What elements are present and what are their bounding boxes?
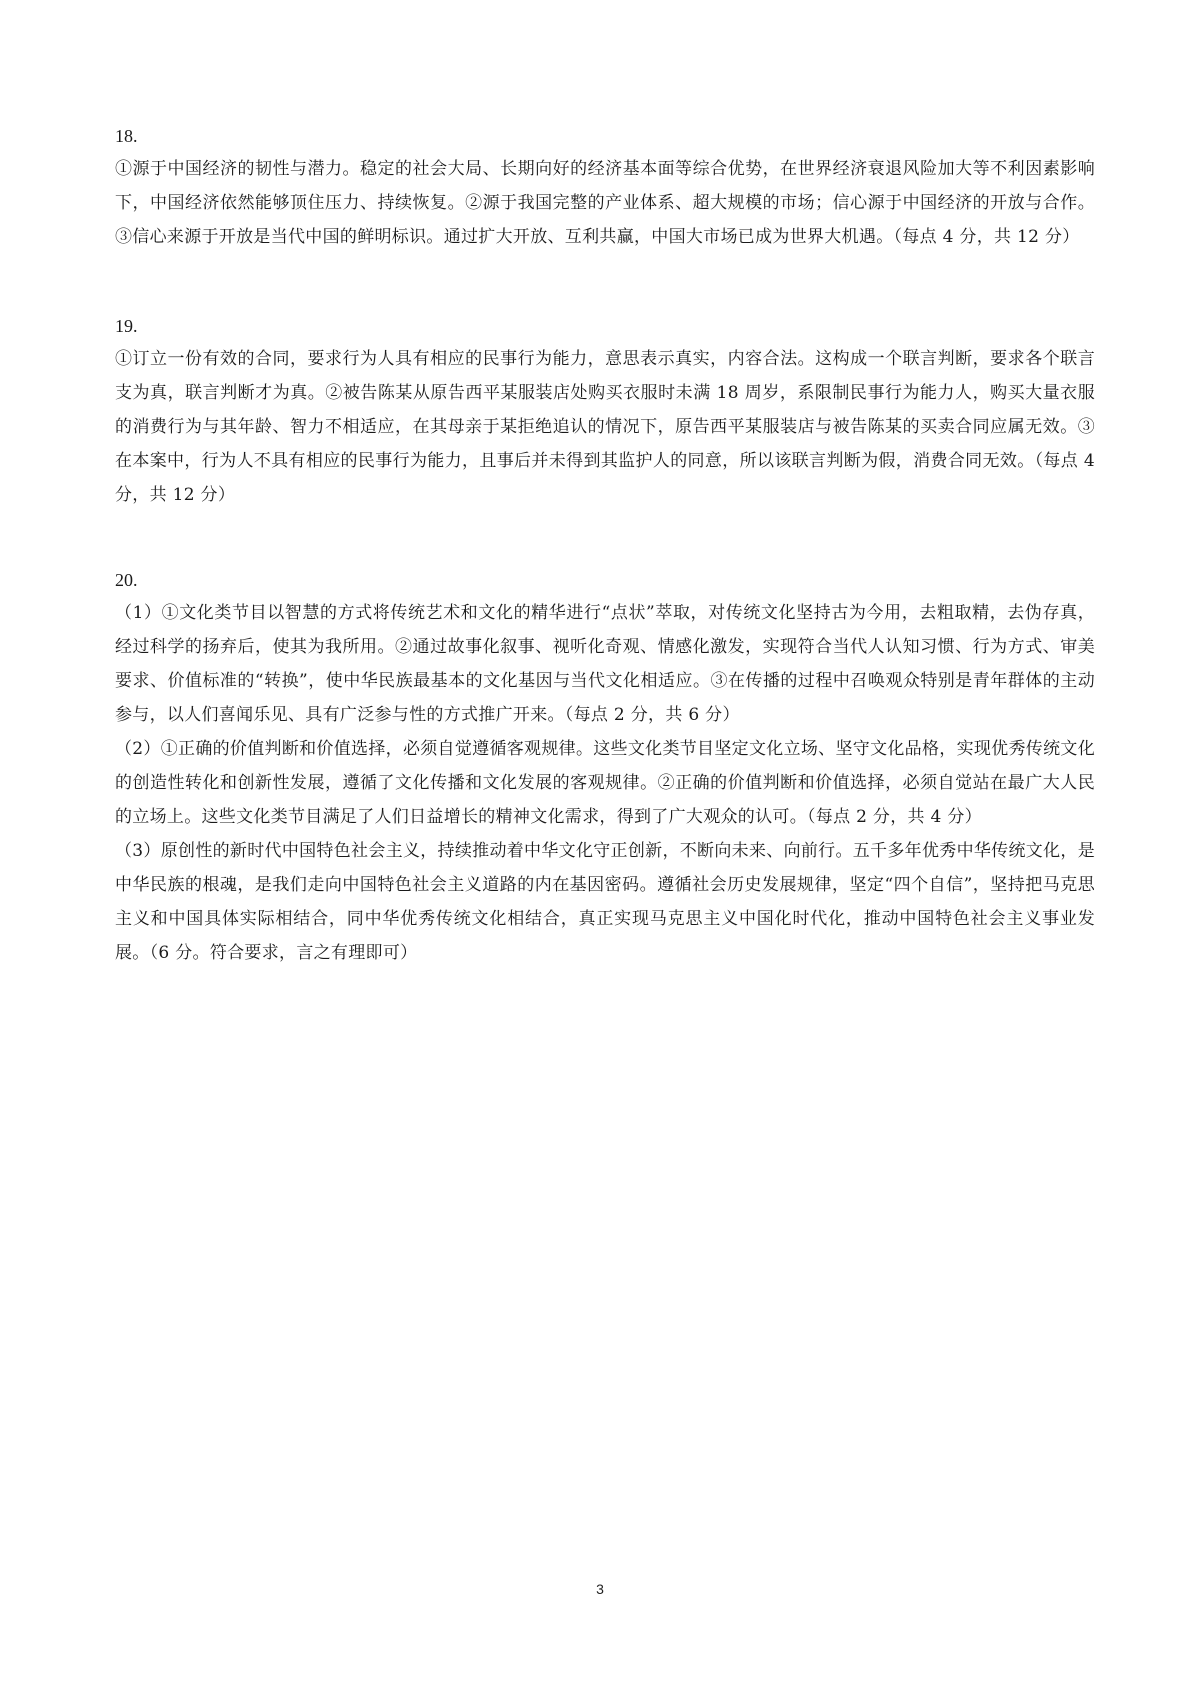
question-20-part-3-answer: （3）原创性的新时代中国特色社会主义，持续推动着中华文化守正创新，不断向未来、向前行。五千多年优秀中华传统文化，是中华民族的根魂，是我们走向中国特色社会主义道路的内在基因密码。遵循社会历史发展规律，坚定“四个自信”，坚持把马克思主义和中国具体实际相结合，同中华优秀传统文化相结合，真正实现马克思主义中国化时代化，推动中国特色社会主义事业发展。（6 分。符合要求，言之有理即可） <box>115 841 1095 963</box>
question-number-19: 19. <box>115 316 138 336</box>
question-18-answer: ①源于中国经济的韧性与潜力。稳定的社会大局、长期向好的经济基本面等综合优势，在世界经济衰退风险加大等不利因素影响下，中国经济依然能够顶住压力、持续恢复。②源于我国完整的产业体系、超大规模的市场；信心源于中国经济的开放与合作。③信心来源于开放是当代中国的鲜明标识。通过扩大开放、互利共赢，中国大市场已成为世界大机遇。（每点 4 分，共 12 分） <box>115 159 1095 247</box>
question-20-part-1-answer: （1）①文化类节目以智慧的方式将传统艺术和文化的精华进行“点状”萃取，对传统文化坚持古为今用，去粗取精，去伪存真，经过科学的扬弃后，使其为我所用。②通过故事化叙事、视听化奇观、情感化激发，实现符合当代人认知习惯、行为方式、审美要求、价值标准的“转换”，使中华民族最基本的文化基因与当代文化相适应。③在传播的过程中召唤观众特别是青年群体的主动参与，以人们喜闻乐见、具有广泛参与性的方式推广开来。（每点 2 分，共 6 分） <box>115 603 1095 725</box>
question-19-section <box>115 310 1095 512</box>
question-number-20: 20. <box>115 570 138 590</box>
answer-content <box>115 120 1095 1024</box>
question-20-part-2-answer: （2）①正确的价值判断和价值选择，必须自觉遵循客观规律。这些文化类节目坚定文化立场、坚守文化品格，实现优秀传统文化的创造性转化和创新性发展，遵循了文化传播和文化发展的客观规律。②正确的价值判断和价值选择，必须自觉站在最广大人民的立场上。这些文化类节目满足了人们日益增长的精神文化需求，得到了广大观众的认可。（每点 2 分，共 4 分） <box>115 739 1095 827</box>
question-18-section <box>115 120 1095 254</box>
page-number: 3 <box>596 1581 604 1597</box>
question-20-section <box>115 564 1095 970</box>
question-19-answer: ①订立一份有效的合同，要求行为人具有相应的民事行为能力，意思表示真实，内容合法。这构成一个联言判断，要求各个联言支为真，联言判断才为真。②被告陈某从原告西平某服装店处购买衣服时未满 18 周岁，系限制民事行为能力人，购买大量衣服的消费行为与其年龄、智力不相适应，在其母亲于某拒绝追认的情况下，原告西平某服装店与被告陈某的买卖合同应属无效。③在本案中，行为人不具有相应的民事行为能力，且事后并未得到其监护人的同意，所以该联言判断为假，消费合同无效。（每点 4 分，共 12 分） <box>115 349 1095 505</box>
question-number-18: 18. <box>115 126 138 146</box>
